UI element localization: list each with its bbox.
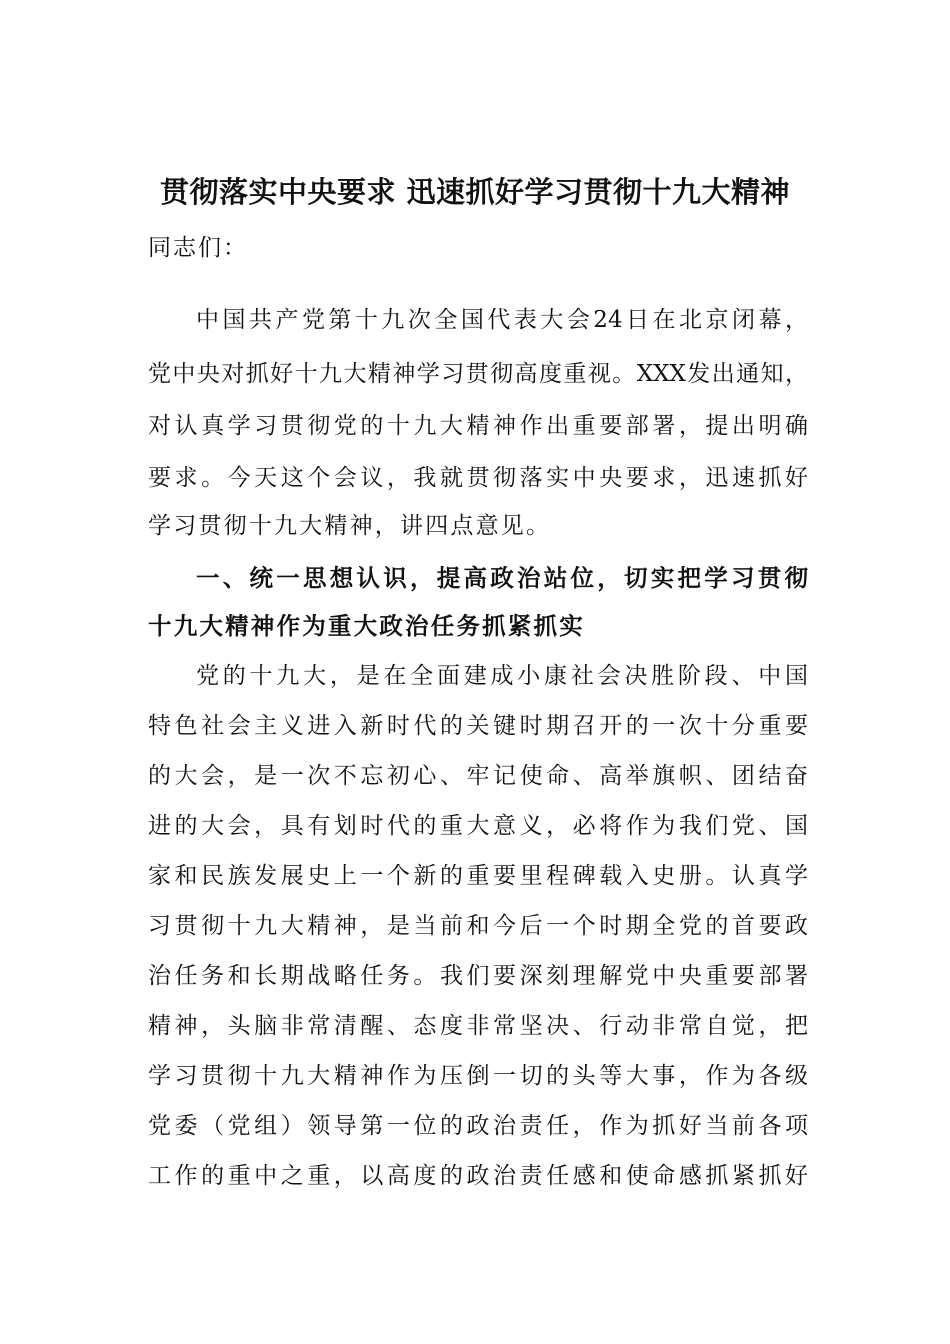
paragraph-line: 党中央对抓好十九大精神学习贯彻高度重视。XXX发出通知， — [148, 361, 808, 387]
paragraph-line: 中国共产党第十九次全国代表大会24日在北京闭幕， — [196, 307, 808, 333]
paragraph-line: 学习贯彻十九大精神作为压倒一切的头等大事，作为各级 — [148, 1063, 808, 1089]
paragraph-line: 要求。今天这个会议，我就贯彻落实中央要求，迅速抓好 — [148, 465, 808, 491]
paragraph-line: 的大会，是一次不忘初心、牢记使命、高举旗帜、团结奋 — [148, 763, 808, 789]
paragraph-line: 党委（党组）领导第一位的政治责任，作为抓好当前各项 — [148, 1113, 808, 1139]
paragraph-line: 工作的重中之重，以高度的政治责任感和使命感抓紧抓好 — [148, 1163, 808, 1189]
paragraph-line: 进的大会，具有划时代的重大意义，必将作为我们党、国 — [148, 813, 808, 839]
paragraph-line: 对认真学习贯彻党的十九大精神作出重要部署，提出明确 — [148, 413, 808, 439]
paragraph-line: 家和民族发展史上一个新的重要里程碑载入史册。认真学 — [148, 863, 808, 889]
section-heading-line: 十九大精神作为重大政治任务抓紧抓实 — [148, 612, 585, 640]
salutation: 同志们： — [148, 235, 248, 261]
paragraph-line: 精神，头脑非常清醒、态度非常坚决、行动非常自觉，把 — [148, 1013, 808, 1039]
paragraph-line: 学习贯彻十九大精神，讲四点意见。 — [148, 513, 552, 539]
document-title: 贯彻落实中央要求 迅速抓好学习贯彻十九大精神 — [159, 175, 791, 209]
paragraph-line: 治任务和长期战略任务。我们要深刻理解党中央重要部署 — [148, 963, 808, 989]
paragraph-line: 特色社会主义进入新时代的关键时期召开的一次十分重要 — [148, 713, 808, 739]
section-heading-line: 一、统一思想认识，提高政治站位，切实把学习贯彻 — [196, 564, 808, 592]
paragraph-line: 党的十九大，是在全面建成小康社会决胜阶段、中国 — [196, 663, 808, 689]
paragraph-line: 习贯彻十九大精神，是当前和今后一个时期全党的首要政 — [148, 913, 808, 939]
